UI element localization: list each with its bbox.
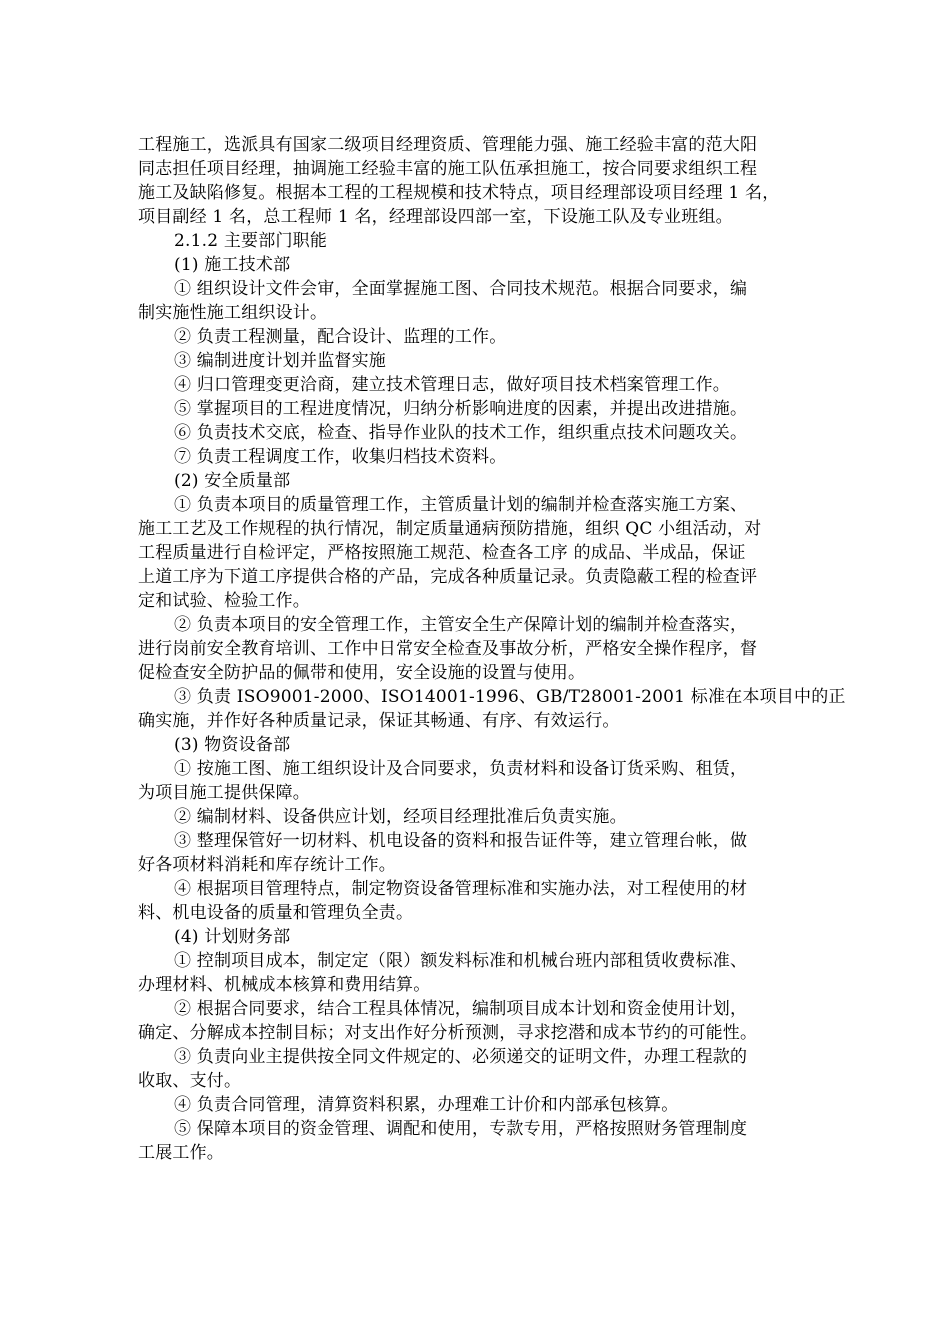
text-line: ② 编制材料、设备供应计划，经项目经理批准后负责实施。 <box>174 807 627 827</box>
text-line: ② 负责工程测量，配合设计、监理的工作。 <box>174 327 507 347</box>
text-line: 工程质量进行自检评定，严格按照施工规范、检查各工序 的成品、半成品，保证 <box>138 543 746 563</box>
text-line: ④ 归口管理变更洽商，建立技术管理日志，做好项目技术档案管理工作。 <box>174 375 731 395</box>
document-page <box>138 133 846 1165</box>
text-line: 同志担任项目经理，抽调施工经验丰富的施工队伍承担施工，按合同要求组织工程 <box>138 159 758 179</box>
text-line: 好各项材料消耗和库存统计工作。 <box>138 855 396 875</box>
text-line: ③ 编制进度计划并监督实施 <box>174 351 387 371</box>
text-line: 项目副经 1 名，总工程师 1 名，经理部设四部一室，下设施工队及专业班组。 <box>138 207 733 227</box>
text-line: 2.1.2 主要部门职能 <box>174 231 328 251</box>
text-line: 制实施性施工组织设计。 <box>138 303 328 323</box>
text-line: 上道工序为下道工序提供合格的产品，完成各种质量记录。负责隐蔽工程的检查评 <box>138 567 758 587</box>
text-line: ④ 根据项目管理特点，制定物资设备管理标准和实施办法，对工程使用的材 <box>174 879 748 899</box>
text-line: 为项目施工提供保障。 <box>138 783 310 803</box>
text-line: 施工工艺及工作规程的执行情况，制定质量通病预防措施，组织 QC 小组活动，对 <box>138 519 762 539</box>
text-line: ② 根据合同要求，结合工程具体情况，编制项目成本计划和资金使用计划， <box>174 999 748 1019</box>
text-line: ③ 整理保管好一切材料、机电设备的资料和报告证件等，建立管理台帐，做 <box>174 831 748 851</box>
text-line: 确实施，并作好各种质量记录，保证其畅通、有序、有效运行。 <box>138 711 620 731</box>
text-line: 施工及缺陷修复。根据本工程的工程规模和技术特点，项目经理部设项目经理 1 名， <box>138 183 780 203</box>
text-line: 确定、分解成本控制目标；对支出作好分析预测，寻求挖潜和成本节约的可能性。 <box>138 1023 758 1043</box>
text-line: ③ 负责向业主提供按全同文件规定的、必须递交的证明文件，办理工程款的 <box>174 1047 748 1067</box>
text-line: 办理材料、机械成本核算和费用结算。 <box>138 975 431 995</box>
text-line: 进行岗前安全教育培训、工作中日常安全检查及事故分析，严格安全操作程序，督 <box>138 639 758 659</box>
text-line: (2) 安全质量部 <box>174 471 291 491</box>
text-line: ① 按施工图、施工组织设计及合同要求，负责材料和设备订货采购、租赁， <box>174 759 748 779</box>
text-line: (3) 物资设备部 <box>174 735 291 755</box>
text-line: ⑥ 负责技术交底，检查、指导作业队的技术工作，组织重点技术问题攻关。 <box>174 423 748 443</box>
text-line: ④ 负责合同管理，清算资料积累，办理难工计价和内部承包核算。 <box>174 1095 679 1115</box>
text-line: ② 负责本项目的安全管理工作，主管安全生产保障计划的编制并检查落实， <box>174 615 748 635</box>
text-line: ① 负责本项目的质量管理工作，主管质量计划的编制并检查落实施工方案、 <box>174 495 748 515</box>
text-line: 定和试验、检验工作。 <box>138 591 310 611</box>
text-line: 料、机电设备的质量和管理负全责。 <box>138 903 414 923</box>
text-line: 工程施工，选派具有国家二级项目经理资质、管理能力强、施工经验丰富的范大阳 <box>138 135 758 155</box>
text-line: 收取、支付。 <box>138 1071 242 1091</box>
text-line: (4) 计划财务部 <box>174 927 291 947</box>
text-line: 促检查安全防护品的佩带和使用，安全设施的设置与使用。 <box>138 663 586 683</box>
text-line: ⑦ 负责工程调度工作，收集归档技术资料。 <box>174 447 507 467</box>
text-line: ① 控制项目成本，制定定（限）额发料标准和机械台班内部租赁收费标准、 <box>174 951 748 971</box>
text-line: 工展工作。 <box>138 1143 224 1163</box>
text-line: ③ 负责 ISO9001-2000、ISO14001-1996、GB/T28001-2001 标准在本项目中的正 <box>174 687 846 707</box>
text-line: ① 组织设计文件会审，全面掌握施工图、合同技术规范。根据合同要求，编 <box>174 279 748 299</box>
text-line: ⑤ 保障本项目的资金管理、调配和使用，专款专用，严格按照财务管理制度 <box>174 1119 748 1139</box>
text-line: (1) 施工技术部 <box>174 255 291 275</box>
text-line: ⑤ 掌握项目的工程进度情况，归纳分析影响进度的因素，并提出改进措施。 <box>174 399 748 419</box>
